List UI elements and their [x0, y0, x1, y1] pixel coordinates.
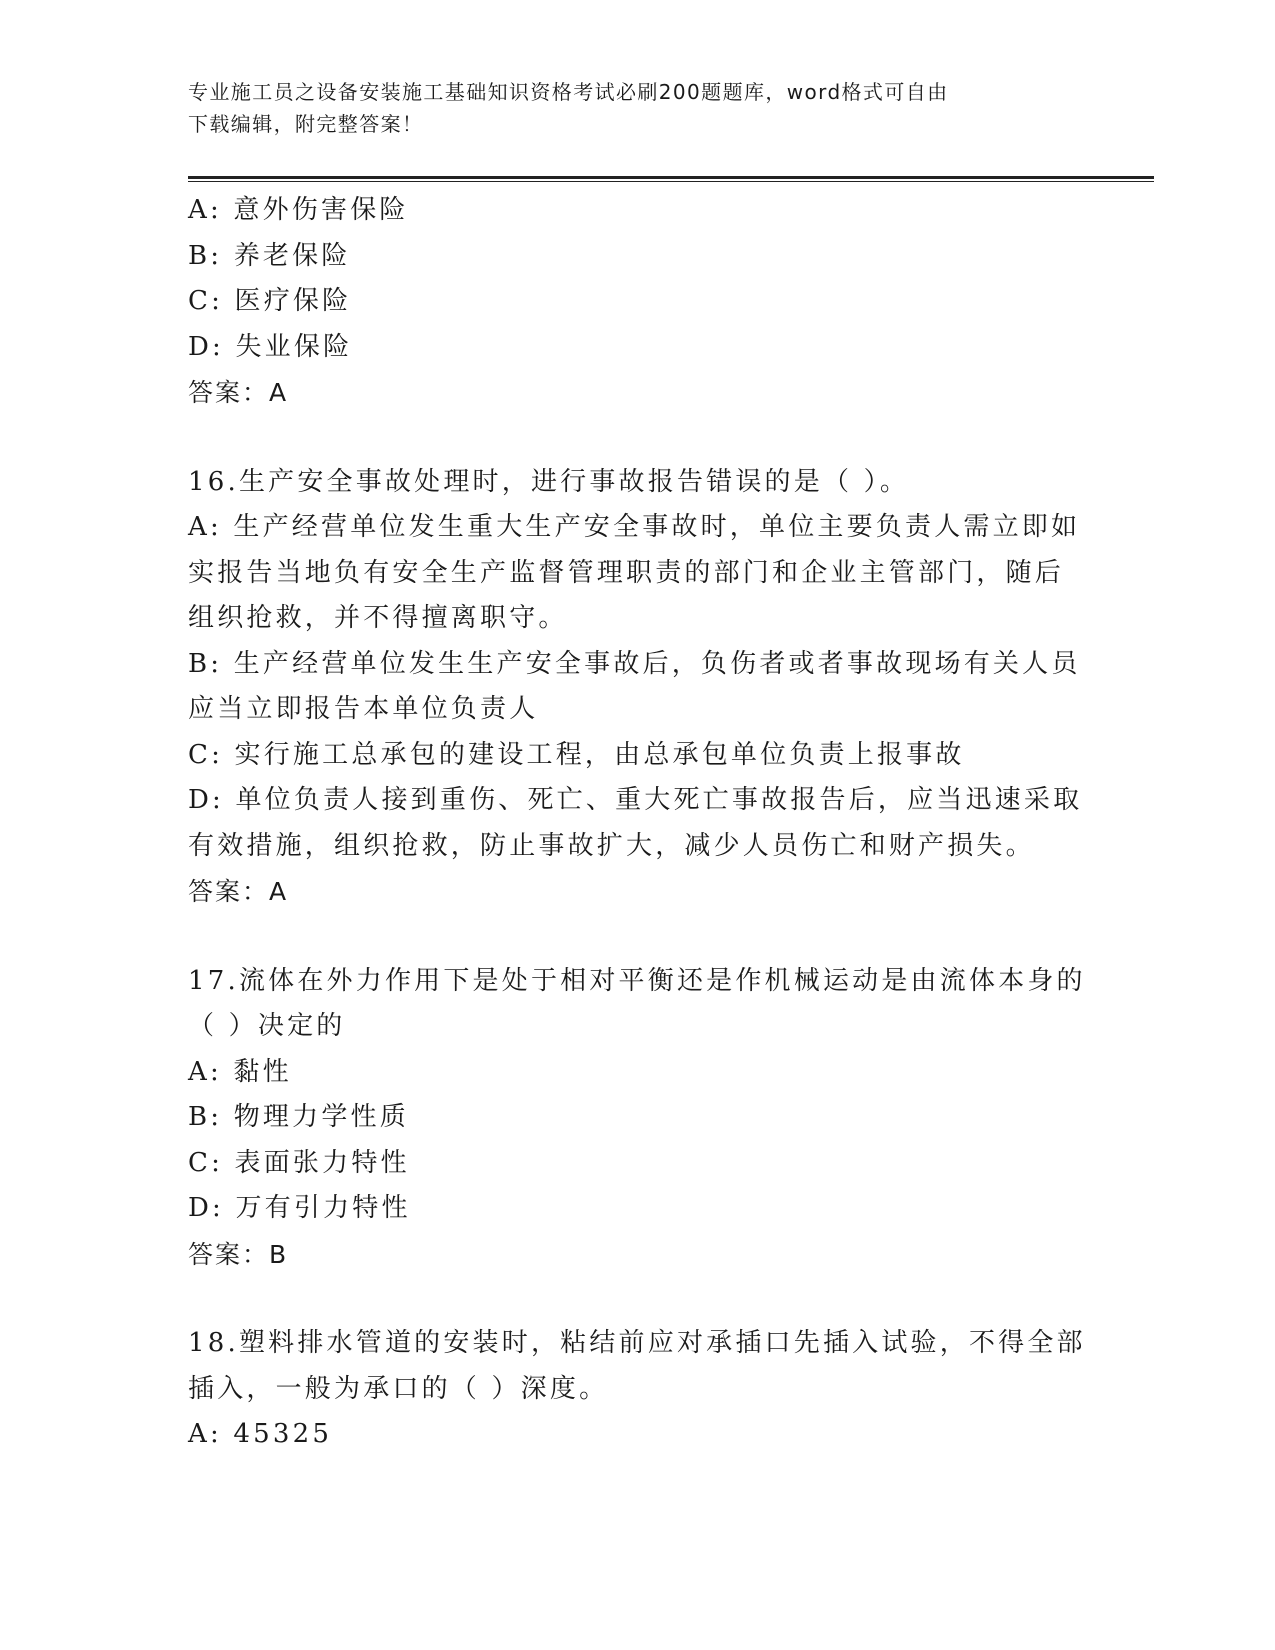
question-15-block — [188, 188, 1068, 416]
option-c: C: 医疗保险 — [188, 286, 352, 316]
option-a: A: 45325 — [188, 1419, 333, 1449]
option-b: B: 养老保险 — [188, 240, 351, 271]
question-16-block — [188, 460, 1083, 915]
header-line: 专业施工员之设备安装施工基础知识资格考试必刷200题题库，word格式可自由 — [188, 80, 949, 104]
question-stem: 16.生产安全事故处理时，进行事故报告错误的是（ ）。 — [188, 466, 910, 497]
question-17-block — [188, 959, 1086, 1278]
answer-line: 答案：A — [188, 378, 289, 407]
option-b: B: 生产经营单位发生生产安全事故后，负伤者或者事故现场有关人员 — [188, 648, 1081, 679]
header-divider-thin — [188, 181, 1154, 182]
option-a: A: 意外伤害保险 — [188, 195, 409, 225]
question-stem: 18.塑料排水管道的安装时，粘结前应对承插口先插入试验，不得全部 — [188, 1328, 1086, 1358]
option-d-continued: 有效措施，组织抢救，防止事故扩大，减少人员伤亡和财产损失。 — [188, 830, 1035, 861]
header-line: 下载编辑，附完整答案！ — [188, 112, 424, 136]
option-d: D: 万有引力特性 — [188, 1193, 411, 1223]
option-b: B: 物理力学性质 — [188, 1102, 409, 1132]
option-d: D: 单位负责人接到重伤、死亡、重大死亡事故报告后，应当迅速采取 — [188, 785, 1083, 815]
option-c: C: 实行施工总承包的建设工程，由总承包单位负责上报事故 — [188, 739, 965, 770]
page-header — [188, 76, 1088, 140]
question-stem-continued: 插入，一般为承口的（ ）深度。 — [188, 1373, 609, 1404]
option-d: D: 失业保险 — [188, 331, 353, 362]
option-c: C: 表面张力特性 — [188, 1147, 410, 1178]
question-spacer — [188, 1277, 1068, 1321]
option-a: A: 黏性 — [188, 1056, 292, 1087]
option-a-continued: 组织抢救，并不得擅离职守。 — [188, 603, 568, 633]
answer-line: 答案：B — [188, 1239, 289, 1269]
document-body — [188, 188, 1086, 1458]
question-spacer — [188, 915, 1068, 959]
option-a: A: 生产经营单位发生重大生产安全事故时，单位主要负责人需立即如 — [188, 512, 1081, 542]
option-b-continued: 应当立即报告本单位负责人 — [188, 694, 539, 724]
question-stem-continued: （ ）决定的 — [188, 1011, 346, 1041]
question-spacer — [188, 416, 1068, 460]
question-stem: 17.流体在外力作用下是处于相对平衡还是作机械运动是由流体本身的 — [188, 965, 1086, 996]
answer-line: 答案：A — [188, 877, 289, 906]
header-divider — [188, 176, 1154, 179]
option-a-continued: 实报告当地负有安全生产监督管理职责的部门和企业主管部门，随后 — [188, 557, 1065, 588]
question-18-block — [188, 1321, 1086, 1458]
